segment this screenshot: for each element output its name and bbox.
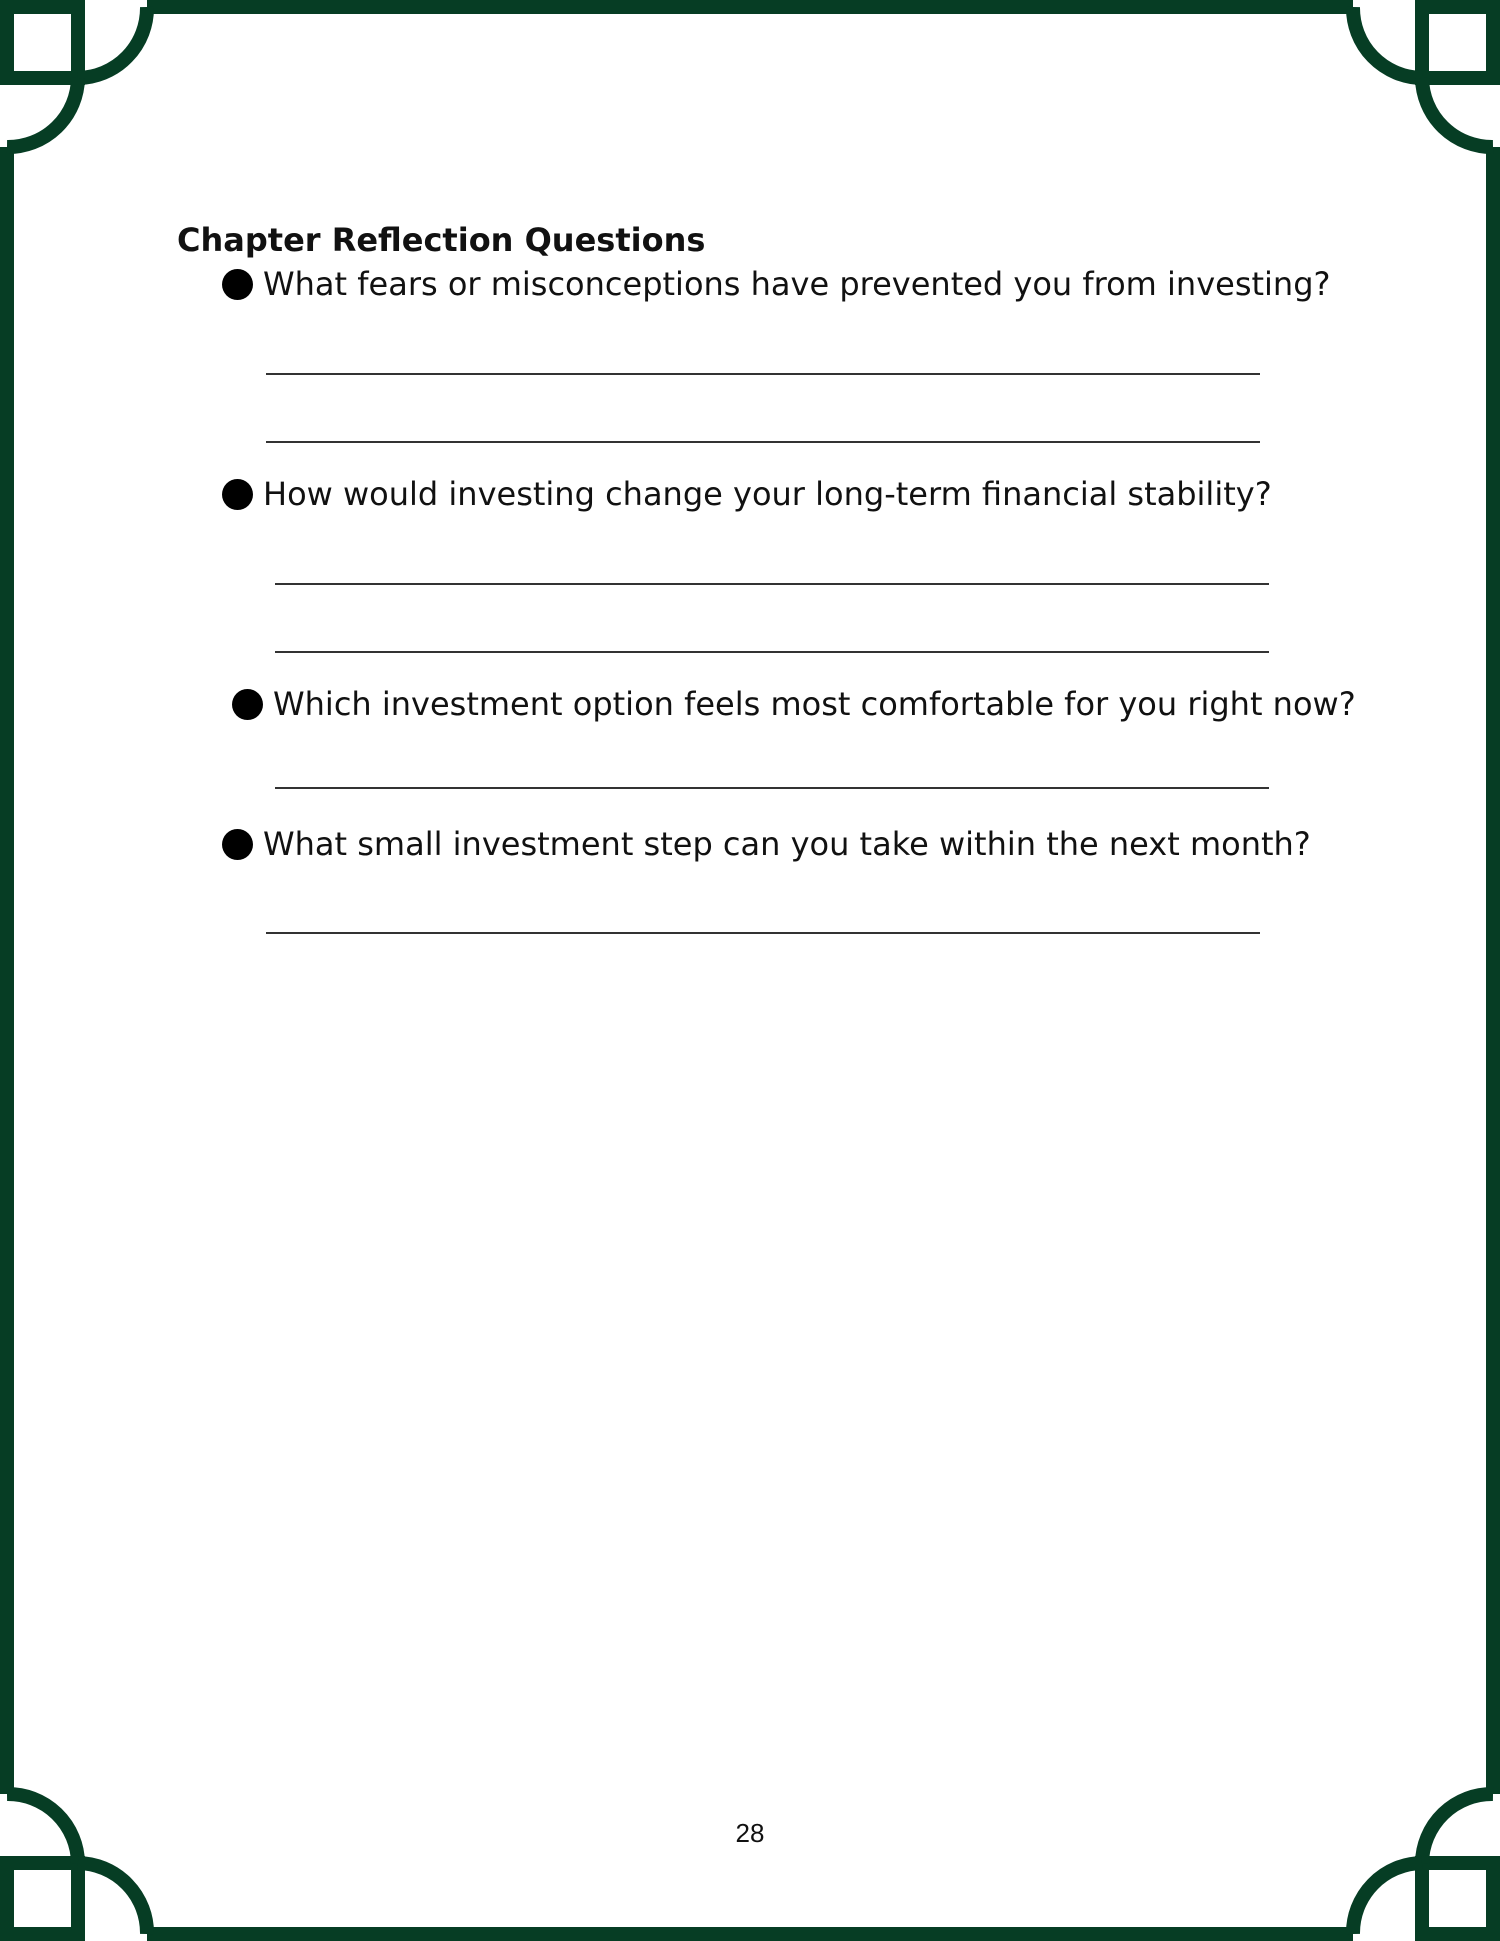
question-item (222, 265, 1331, 303)
answer-line[interactable] (275, 651, 1269, 653)
answer-line[interactable] (266, 373, 1260, 375)
corner-ornament-top-right-icon (1353, 7, 1493, 147)
answer-line[interactable] (275, 787, 1269, 789)
page-number: 28 (735, 1818, 765, 1848)
corner-ornament-bottom-left-icon (7, 1794, 147, 1934)
question-text: Which investment option feels most comfortable for you right now? (273, 685, 1356, 723)
bullet-icon (222, 479, 253, 510)
answer-line[interactable] (275, 583, 1269, 585)
bullet-icon (222, 269, 253, 300)
corner-ornament-bottom-right-icon (1353, 1794, 1493, 1934)
section-heading: Chapter Reflection Questions (177, 221, 706, 259)
question-item (222, 475, 1272, 513)
bullet-icon (222, 829, 253, 860)
question-item (232, 685, 1356, 723)
answer-line[interactable] (266, 441, 1260, 443)
answer-line[interactable] (266, 932, 1260, 934)
question-item (222, 825, 1311, 863)
corner-ornament-top-left-icon (7, 7, 147, 147)
question-text: What small investment step can you take within the next month? (263, 825, 1311, 863)
bullet-icon (232, 689, 263, 720)
question-text: What fears or misconceptions have prevented you from investing? (263, 265, 1331, 303)
question-text: How would investing change your long-term financial stability? (263, 475, 1272, 513)
